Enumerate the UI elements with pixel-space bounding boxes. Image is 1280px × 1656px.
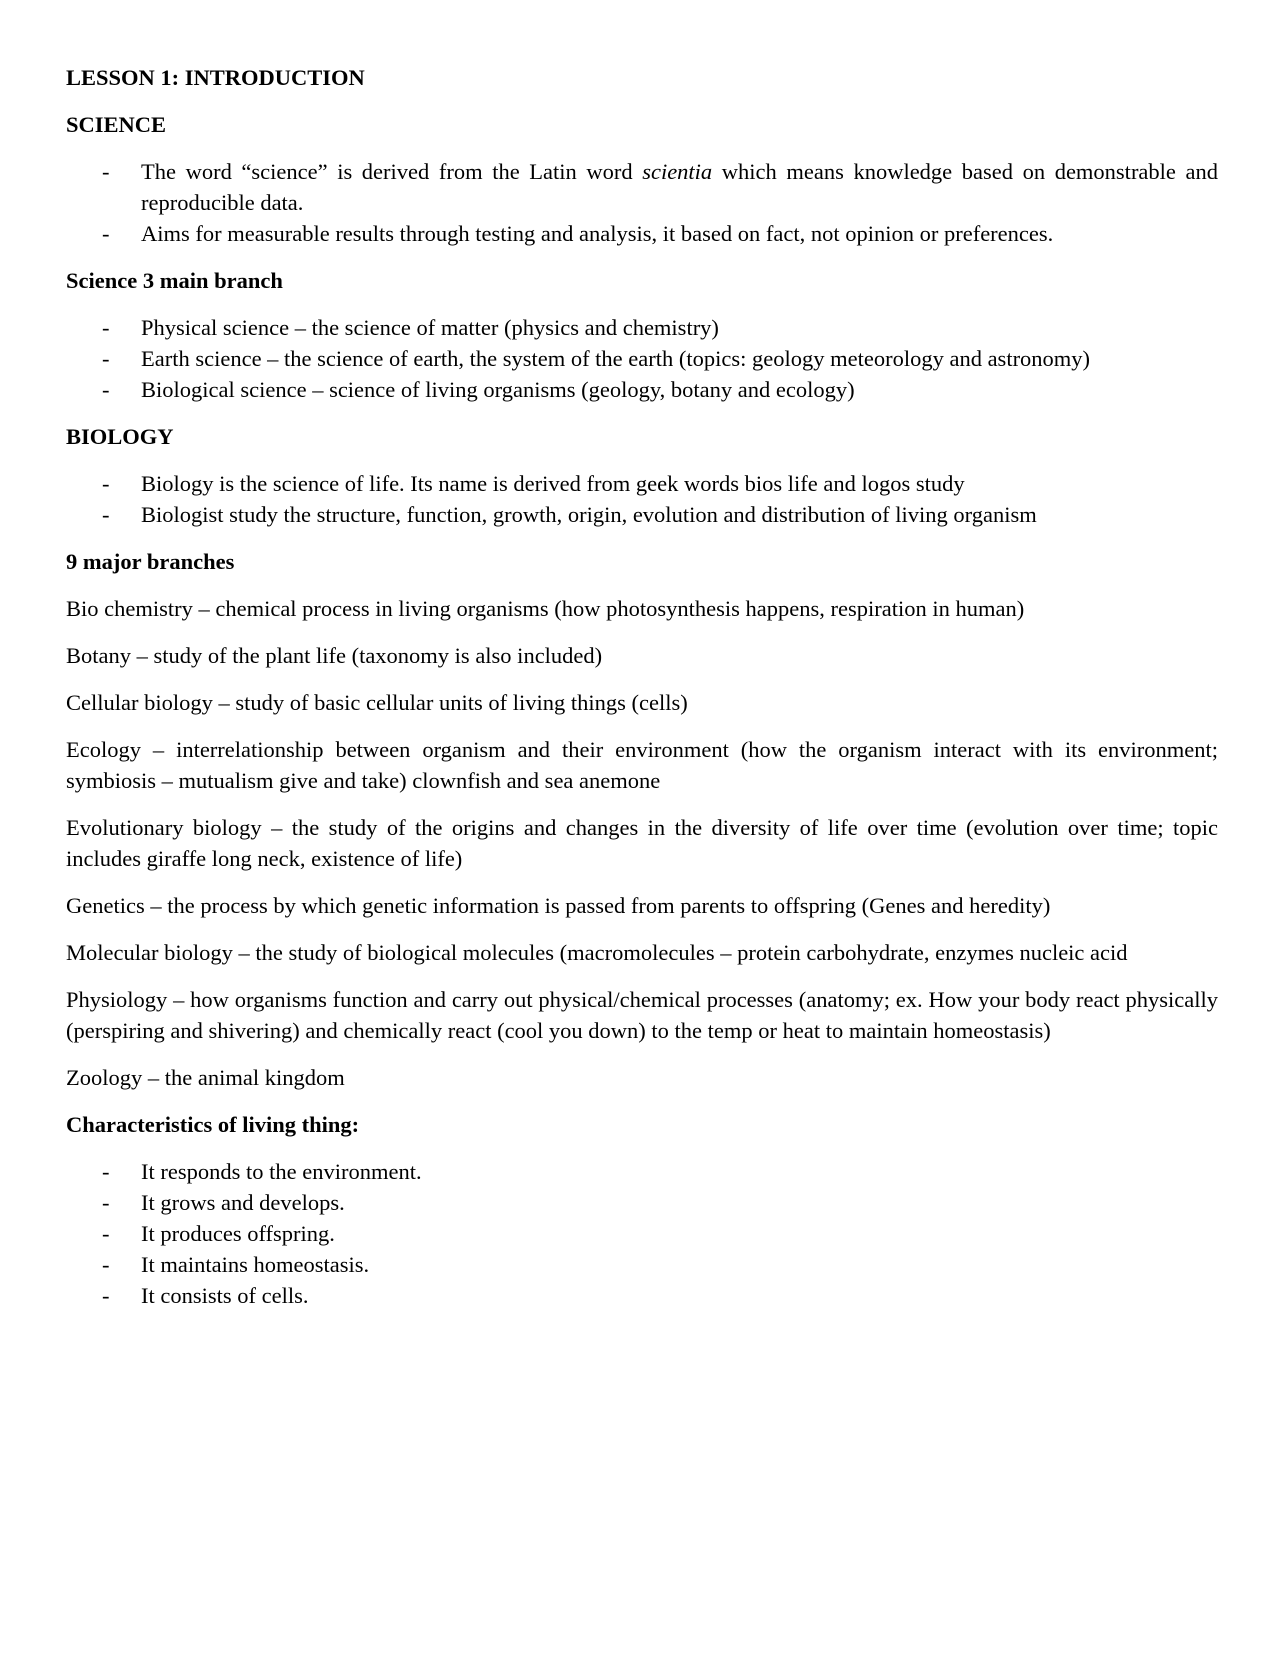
branches-heading: Science 3 main branch: [66, 268, 283, 293]
dash-bullet: -: [102, 159, 110, 184]
dash-bullet: -: [102, 1283, 110, 1308]
characteristic-text: It produces offspring.: [141, 1221, 335, 1246]
branch-text: Earth science – the science of earth, the system of the earth (topics: geology meteorology and astronomy): [141, 346, 1091, 371]
biology-text: Biologist study the structure, function, growth, origin, evolution and distribution of living organism: [141, 502, 1037, 527]
branch-paragraph: Ecology – interrelationship between organism and their environment (how the organism interact with its environment; symbiosis – mutualism give and take) clownfish and sea anemone: [66, 737, 1218, 793]
list-item: [66, 374, 1218, 405]
list-item: [66, 1249, 1218, 1280]
list-item: [66, 1280, 1218, 1311]
science-bullet-text: The word “science” is derived from the Latin word: [141, 159, 643, 184]
characteristics-heading: Characteristics of living thing:: [66, 1112, 360, 1137]
biology-text: Biology is the science of life. Its name is derived from geek words bios life and logos study: [141, 471, 965, 496]
dash-bullet: -: [102, 315, 110, 340]
dash-bullet: -: [102, 502, 110, 527]
science-list: [66, 156, 1218, 249]
dash-bullet: -: [102, 1252, 110, 1277]
list-item: [66, 156, 1218, 218]
characteristic-text: It maintains homeostasis.: [141, 1252, 370, 1277]
list-item: [66, 1187, 1218, 1218]
list-item: [66, 499, 1218, 530]
branch-paragraph: Evolutionary biology – the study of the origins and changes in the diversity of life over time (evolution over time; topic includes giraffe long neck, existence of life): [66, 815, 1218, 871]
list-item: [66, 468, 1218, 499]
characteristic-text: It responds to the environment.: [141, 1159, 422, 1184]
document-page: [66, 62, 1218, 1327]
dash-bullet: -: [102, 346, 110, 371]
branches-list: [66, 312, 1218, 405]
branch-text: Biological science – science of living organisms (geology, botany and ecology): [141, 377, 855, 402]
branch-text: Physical science – the science of matter (physics and chemistry): [141, 315, 719, 340]
dash-bullet: -: [102, 377, 110, 402]
dash-bullet: -: [102, 1159, 110, 1184]
branch-paragraph: Bio chemistry – chemical process in living organisms (how photosynthesis happens, respiration in human): [66, 596, 1025, 621]
list-item: [66, 343, 1218, 374]
branch-paragraph: Zoology – the animal kingdom: [66, 1065, 345, 1090]
list-item: [66, 218, 1218, 249]
branch-paragraph: Genetics – the process by which genetic information is passed from parents to offspring (Genes and heredity): [66, 893, 1051, 918]
list-item: [66, 1218, 1218, 1249]
biology-list: [66, 468, 1218, 530]
characteristic-text: It grows and develops.: [141, 1190, 345, 1215]
science-heading: SCIENCE: [66, 112, 167, 137]
list-item: [66, 312, 1218, 343]
science-bullet-text: Aims for measurable results through testing and analysis, it based on fact, not opinion or preferences.: [141, 221, 1054, 246]
list-item: [66, 1156, 1218, 1187]
branch-paragraph: Botany – study of the plant life (taxonomy is also included): [66, 643, 603, 668]
branch-paragraph: Physiology – how organisms function and carry out physical/chemical processes (anatomy; ex. How your body react physically (perspiring and shivering) and chemically react (cool you down) to the temp or heat to maintain homeostasis): [66, 987, 1218, 1043]
branch-paragraph: Cellular biology – study of basic cellular units of living things (cells): [66, 690, 688, 715]
latin-word: scientia: [642, 159, 713, 184]
dash-bullet: -: [102, 1190, 110, 1215]
science-bullet-text: which means knowledge based on demonstrable and reproducible data.: [141, 159, 1218, 215]
dash-bullet: -: [102, 471, 110, 496]
characteristic-text: It consists of cells.: [141, 1283, 309, 1308]
biology-heading: BIOLOGY: [66, 424, 174, 449]
dash-bullet: -: [102, 221, 110, 246]
characteristics-list: [66, 1156, 1218, 1311]
dash-bullet: -: [102, 1221, 110, 1246]
major-branches-heading: 9 major branches: [66, 549, 235, 574]
lesson-title: LESSON 1: INTRODUCTION: [66, 65, 365, 90]
branch-paragraph: Molecular biology – the study of biological molecules (macromolecules – protein carbohydrate, enzymes nucleic acid: [66, 940, 1128, 965]
